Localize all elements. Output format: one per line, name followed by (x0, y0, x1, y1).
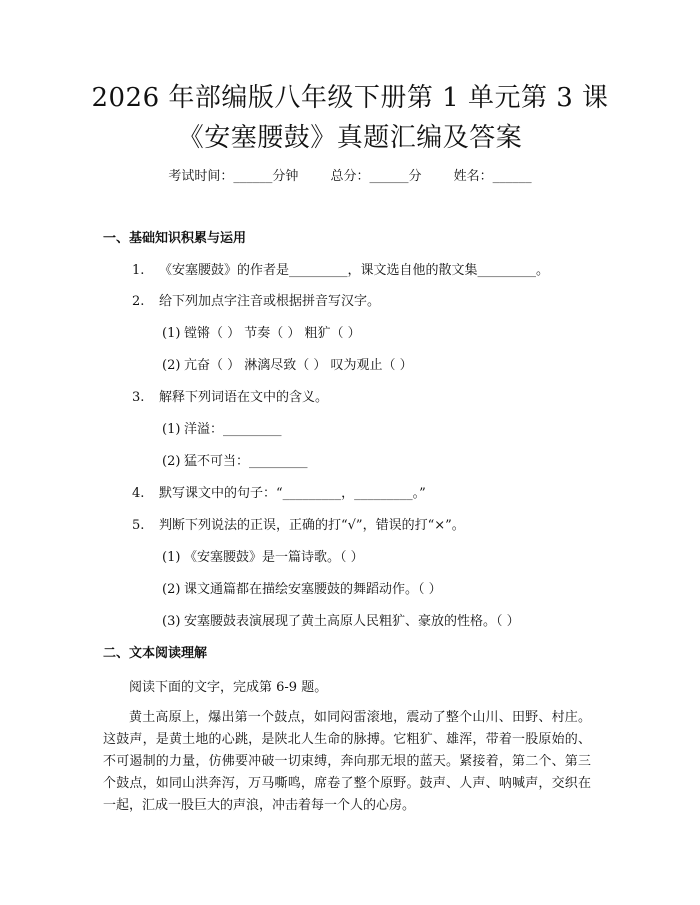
document-title-line1: 2026 年部编版八年级下册第 1 单元第 3 课 (91, 83, 609, 113)
question-2-sub-1 (162, 325, 361, 343)
sub-item-text: 镗锵（ ） 节奏（ ） 粗犷（ ） (184, 326, 361, 341)
question-5-sub-3 (162, 613, 520, 631)
sub-item-mark: (1) (162, 326, 181, 341)
question-2-text: 给下列加点字注音或根据拼音写汉字。 (159, 294, 381, 309)
sub-item-text: 《安塞腰鼓》是一篇诗歌。（ ） (184, 550, 364, 565)
total-score-field: 总分：______分 (330, 169, 422, 184)
sub-item-text: 安塞腰鼓表演展现了黄土高原人民粗犷、豪放的性格。（ ） (184, 614, 520, 629)
question-3-sub-1 (162, 421, 282, 439)
question-5-sub-2 (162, 581, 442, 599)
question-2-sub-2 (162, 357, 413, 375)
question-5-sub-1 (162, 549, 364, 567)
name-field: 姓名：______ (453, 169, 532, 184)
sub-item-text: 猛不可当：_________ (184, 454, 308, 469)
sub-item-text: 亢奋（ ） 淋漓尽致（ ） 叹为观止（ ） (184, 358, 413, 373)
question-number: 2. (132, 294, 145, 309)
exam-info-row (0, 168, 700, 186)
reading-passage: 黄土高原上，爆出第一个鼓点，如同闷雷滚地，震动了整个山川、田野、村庄。这鼓声，是黄土地的心跳，是陕北人生命的脉搏。它粗犷、雄浑，带着一股原始的、不可遏制的力量，仿佛要冲破一切束缚，奔向那无垠的蓝天。紧接着，第二个、第三个鼓点，如同山洪奔泻，万马嘶鸣，席卷了整个原野。鼓声、人声、呐喊声，交织在一起，汇成一股巨大的声浪，冲击着每一个人的心房。 (103, 710, 591, 813)
question-3-sub-2 (162, 453, 308, 471)
question-1-text: 《安塞腰鼓》的作者是_________，课文选自他的散文集_________。 (159, 263, 550, 278)
section-2-heading: 二、文本阅读理解 (103, 646, 208, 661)
question-number: 3. (132, 390, 145, 405)
sub-item-mark: (1) (162, 422, 181, 437)
question-5-text: 判断下列说法的正误，正确的打“√”，错误的打“×”。 (159, 518, 465, 533)
sub-item-mark: (3) (162, 614, 181, 629)
question-4-text: 默写课文中的句子：“_________，_________。” (159, 486, 426, 501)
question-number: 4. (132, 486, 145, 501)
document-title-line2: 《安塞腰鼓》真题汇编及答案 (177, 123, 523, 153)
question-number: 1. (132, 263, 145, 278)
question-number: 5. (132, 518, 145, 533)
question-3-text: 解释下列词语在文中的含义。 (159, 390, 329, 405)
sub-item-text: 课文通篇都在描绘安塞腰鼓的舞蹈动作。（ ） (184, 582, 442, 597)
sub-item-mark: (2) (162, 582, 181, 597)
section-1-heading: 一、基础知识积累与运用 (103, 231, 247, 246)
sub-item-mark: (1) (162, 550, 181, 565)
sub-item-text: 洋溢：_________ (184, 422, 282, 437)
sub-item-mark: (2) (162, 454, 181, 469)
sub-item-mark: (2) (162, 358, 181, 373)
exam-time-field: 考试时间：______分钟 (168, 169, 299, 184)
reading-instruction: 阅读下面的文字，完成第 6-9 题。 (129, 680, 328, 695)
